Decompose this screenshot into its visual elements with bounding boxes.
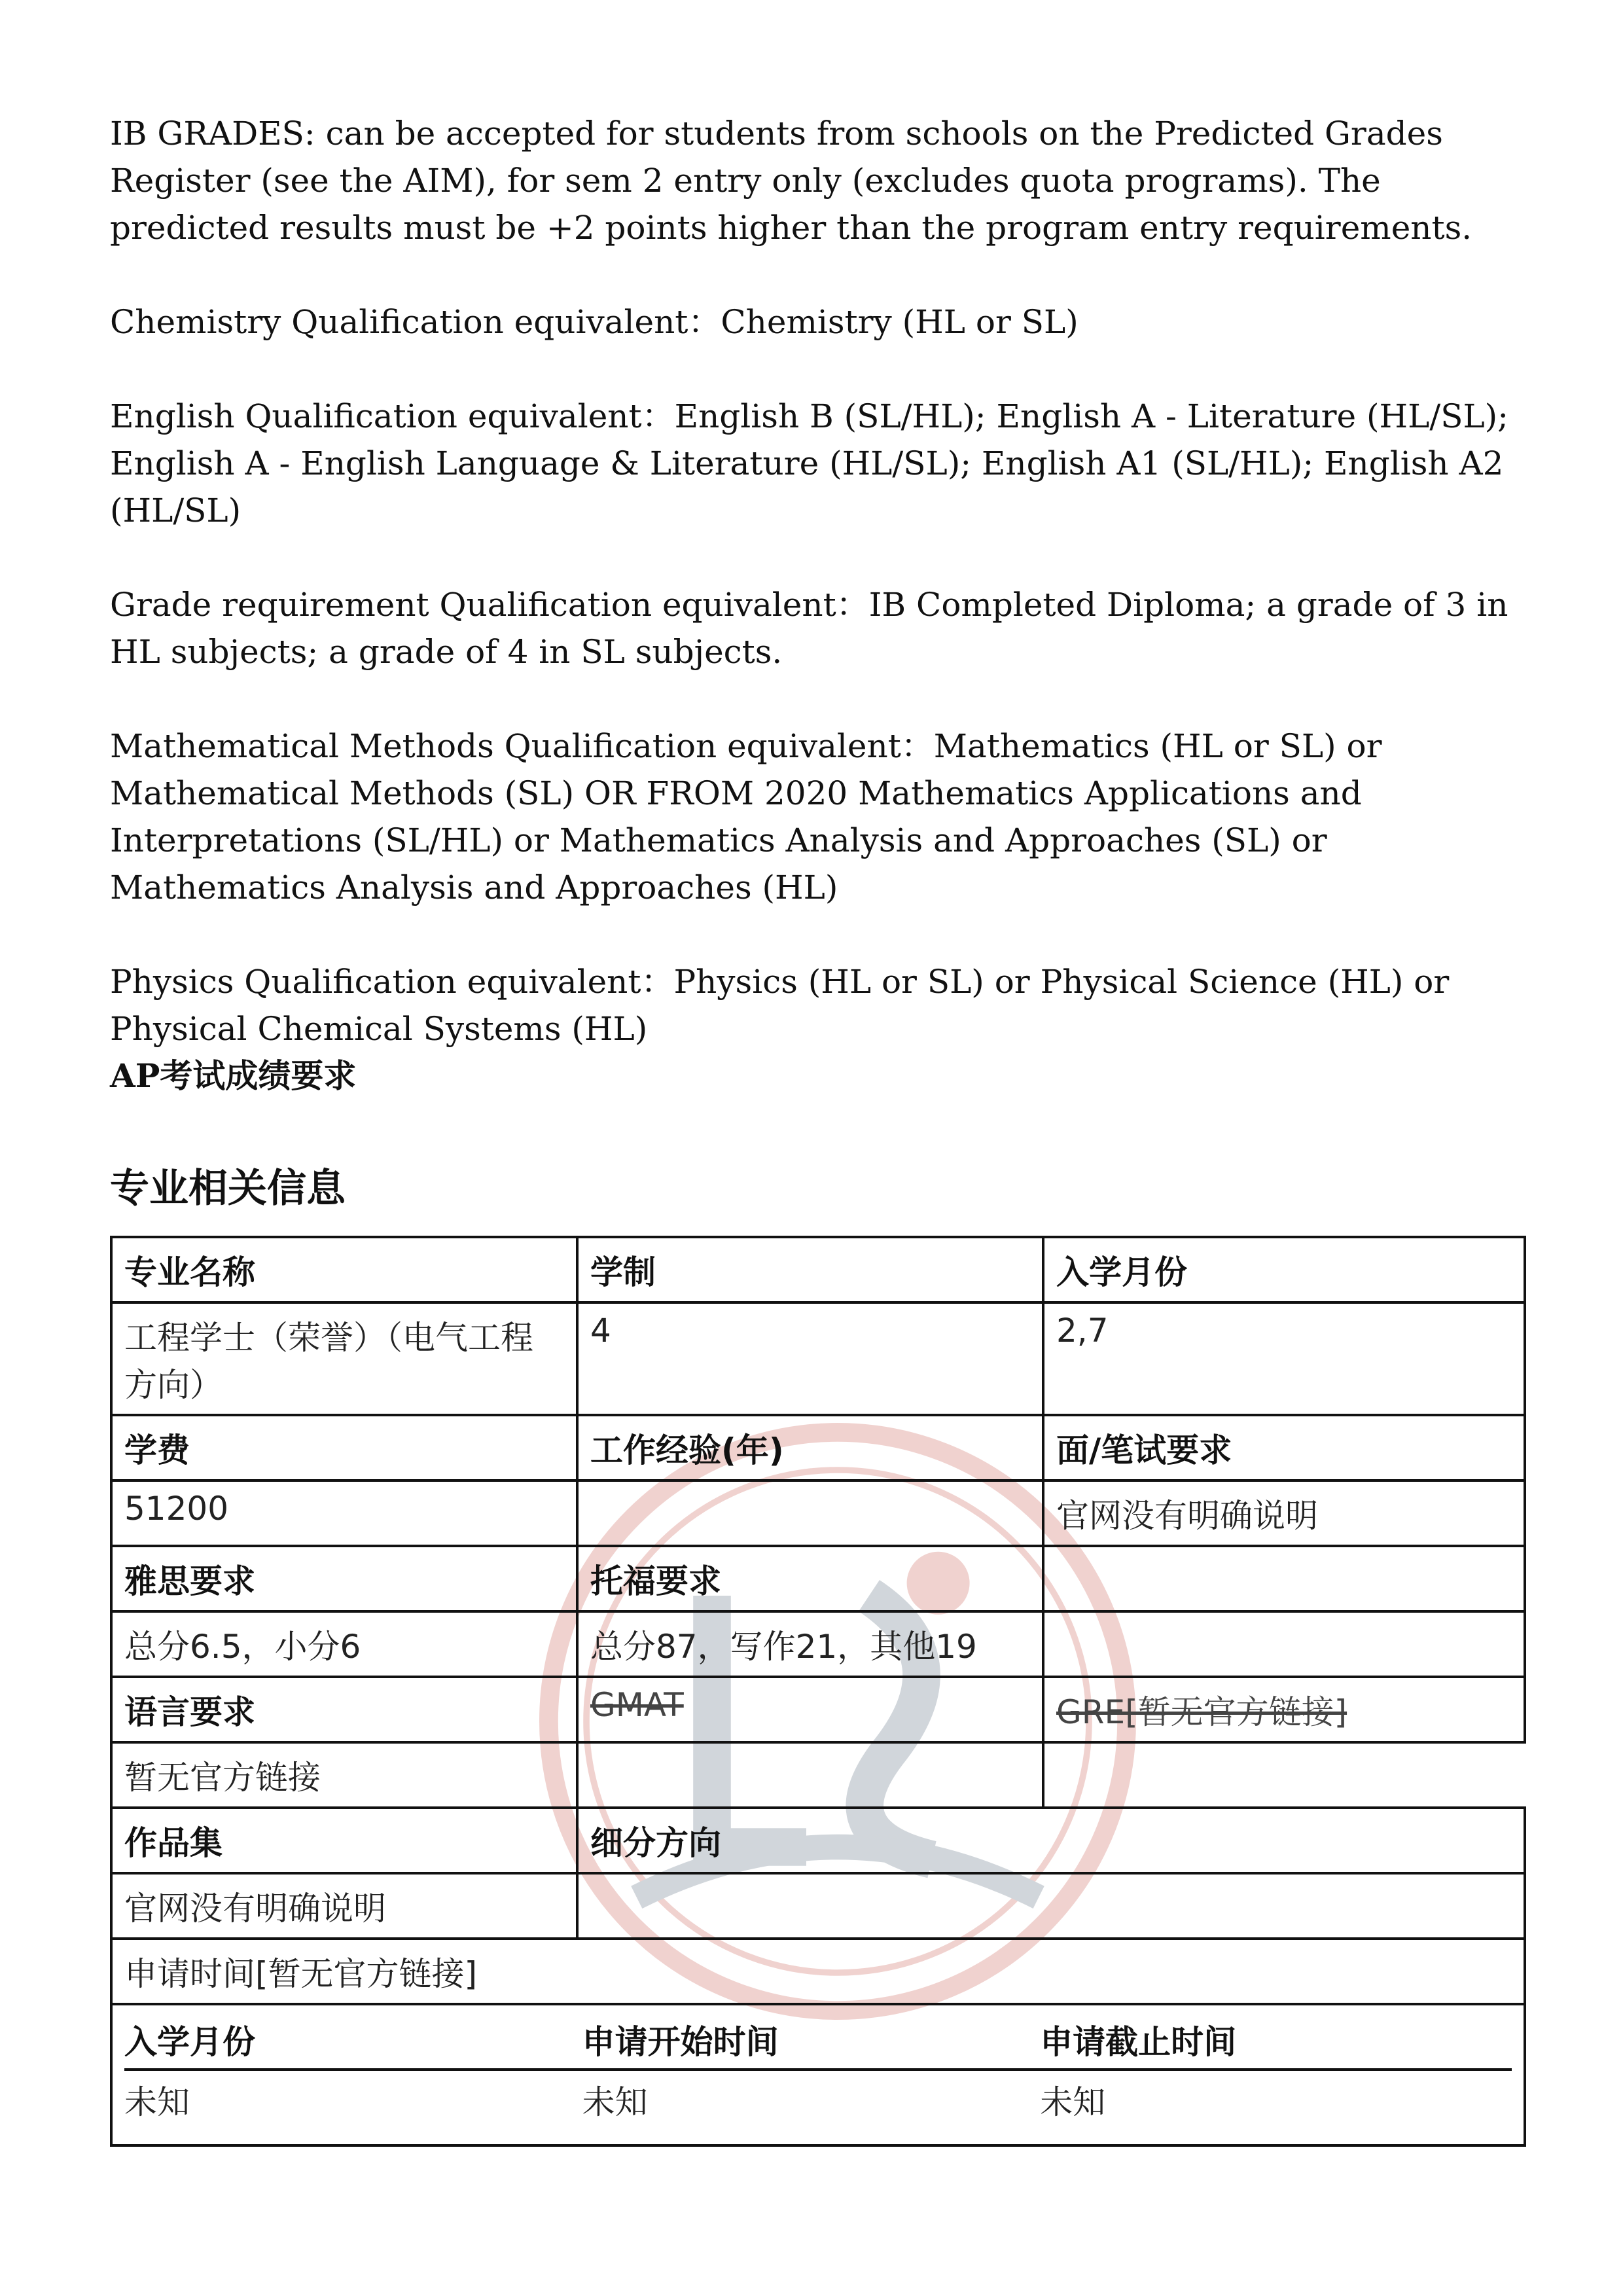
toefl-header: 托福要求 [577, 1546, 1043, 1611]
ielts-header: 雅思要求 [111, 1546, 577, 1611]
intake-header: 入学月份 [1043, 1237, 1525, 1302]
apply-time-subtable [124, 2011, 1512, 2128]
tuition-header: 学费 [111, 1415, 577, 1480]
sub-start-value: 未知 [582, 2083, 648, 2121]
sub-intake-header: 入学月份 [124, 2011, 582, 2070]
apply-time-subtable-cell [111, 2004, 1525, 2145]
chemistry-paragraph: Chemistry Qualification equivalent：Chemistry (HL or SL) [110, 303, 1079, 341]
direction-header: 细分方向 [577, 1808, 1525, 1873]
sub-start-header: 申请开始时间 [582, 2011, 1041, 2070]
apply-time-label: 申请时间[暂无官方链接] [111, 1939, 1525, 2004]
ap-exam-title: AP考试成绩要求 [110, 1056, 357, 1095]
physics-paragraph: Physics Qualification equivalent：Physics (HL or SL) or Physical Science (HL) or Physical Chemical Systems (HL) [110, 963, 1450, 1048]
english-paragraph: English Qualification equivalent：English B (SL/HL); English A - Literature (HL/SL); English A - English Language & Literature (HL/SL); English A1 (SL/HL); English A2 (HL/SL) [110, 397, 1509, 529]
intake-value: 2,7 [1043, 1302, 1525, 1415]
gre-value [1043, 1742, 1525, 1808]
gmat-header: GMAT [577, 1677, 1043, 1742]
program-name-value: 工程学士（荣誉）（电气工程方向） [111, 1302, 577, 1415]
language-header: 语言要求 [111, 1677, 577, 1742]
interview-value: 官网没有明确说明 [1043, 1480, 1525, 1546]
maths-paragraph: Mathematical Methods Qualification equivalent：Mathematics (HL or SL) or Mathematical Methods (SL) OR FROM 2020 Mathematics Applications and Interpretations (SL/HL) or Mathematics Analysis and Approaches (SL) or Mathematics Analysis and Approaches (HL) [110, 727, 1382, 906]
program-info-table [110, 1236, 1526, 2147]
tuition-value: 51200 [111, 1480, 577, 1546]
grade-paragraph: Grade requirement Qualification equivalent：IB Completed Diploma; a grade of 3 in HL subjects; a grade of 4 in SL subjects. [110, 586, 1508, 671]
ielts-value: 总分6.5，小分6 [111, 1611, 577, 1677]
gmat-value [577, 1742, 1043, 1808]
work-experience-value [577, 1480, 1043, 1546]
sub-intake-value: 未知 [124, 2083, 190, 2121]
work-experience-header: 工作经验(年) [577, 1415, 1043, 1480]
empty-header [1043, 1546, 1525, 1611]
direction-value [577, 1873, 1525, 1939]
language-value: 暂无官方链接 [111, 1742, 577, 1808]
toefl-value: 总分87，写作21，其他19 [577, 1611, 1043, 1677]
empty-value [1043, 1611, 1525, 1677]
ib-grades-paragraph: IB GRADES: can be accepted for students from schools on the Predicted Grades Register (see the AIM), for sem 2 entry only (excludes quota programs). The predicted results must be +2 points higher than the program entry requirements. [110, 115, 1472, 247]
duration-header: 学制 [577, 1237, 1043, 1302]
interview-header: 面/笔试要求 [1043, 1415, 1525, 1480]
sub-end-value: 未知 [1040, 2083, 1106, 2121]
section-title: 专业相关信息 [110, 1166, 346, 1211]
program-name-header: 专业名称 [111, 1237, 577, 1302]
portfolio-header: 作品集 [111, 1808, 577, 1873]
duration-value: 4 [577, 1302, 1043, 1415]
portfolio-value: 官网没有明确说明 [111, 1873, 577, 1939]
sub-end-header: 申请截止时间 [1040, 2011, 1512, 2070]
gre-header: GRE[暂无官方链接] [1043, 1677, 1525, 1742]
